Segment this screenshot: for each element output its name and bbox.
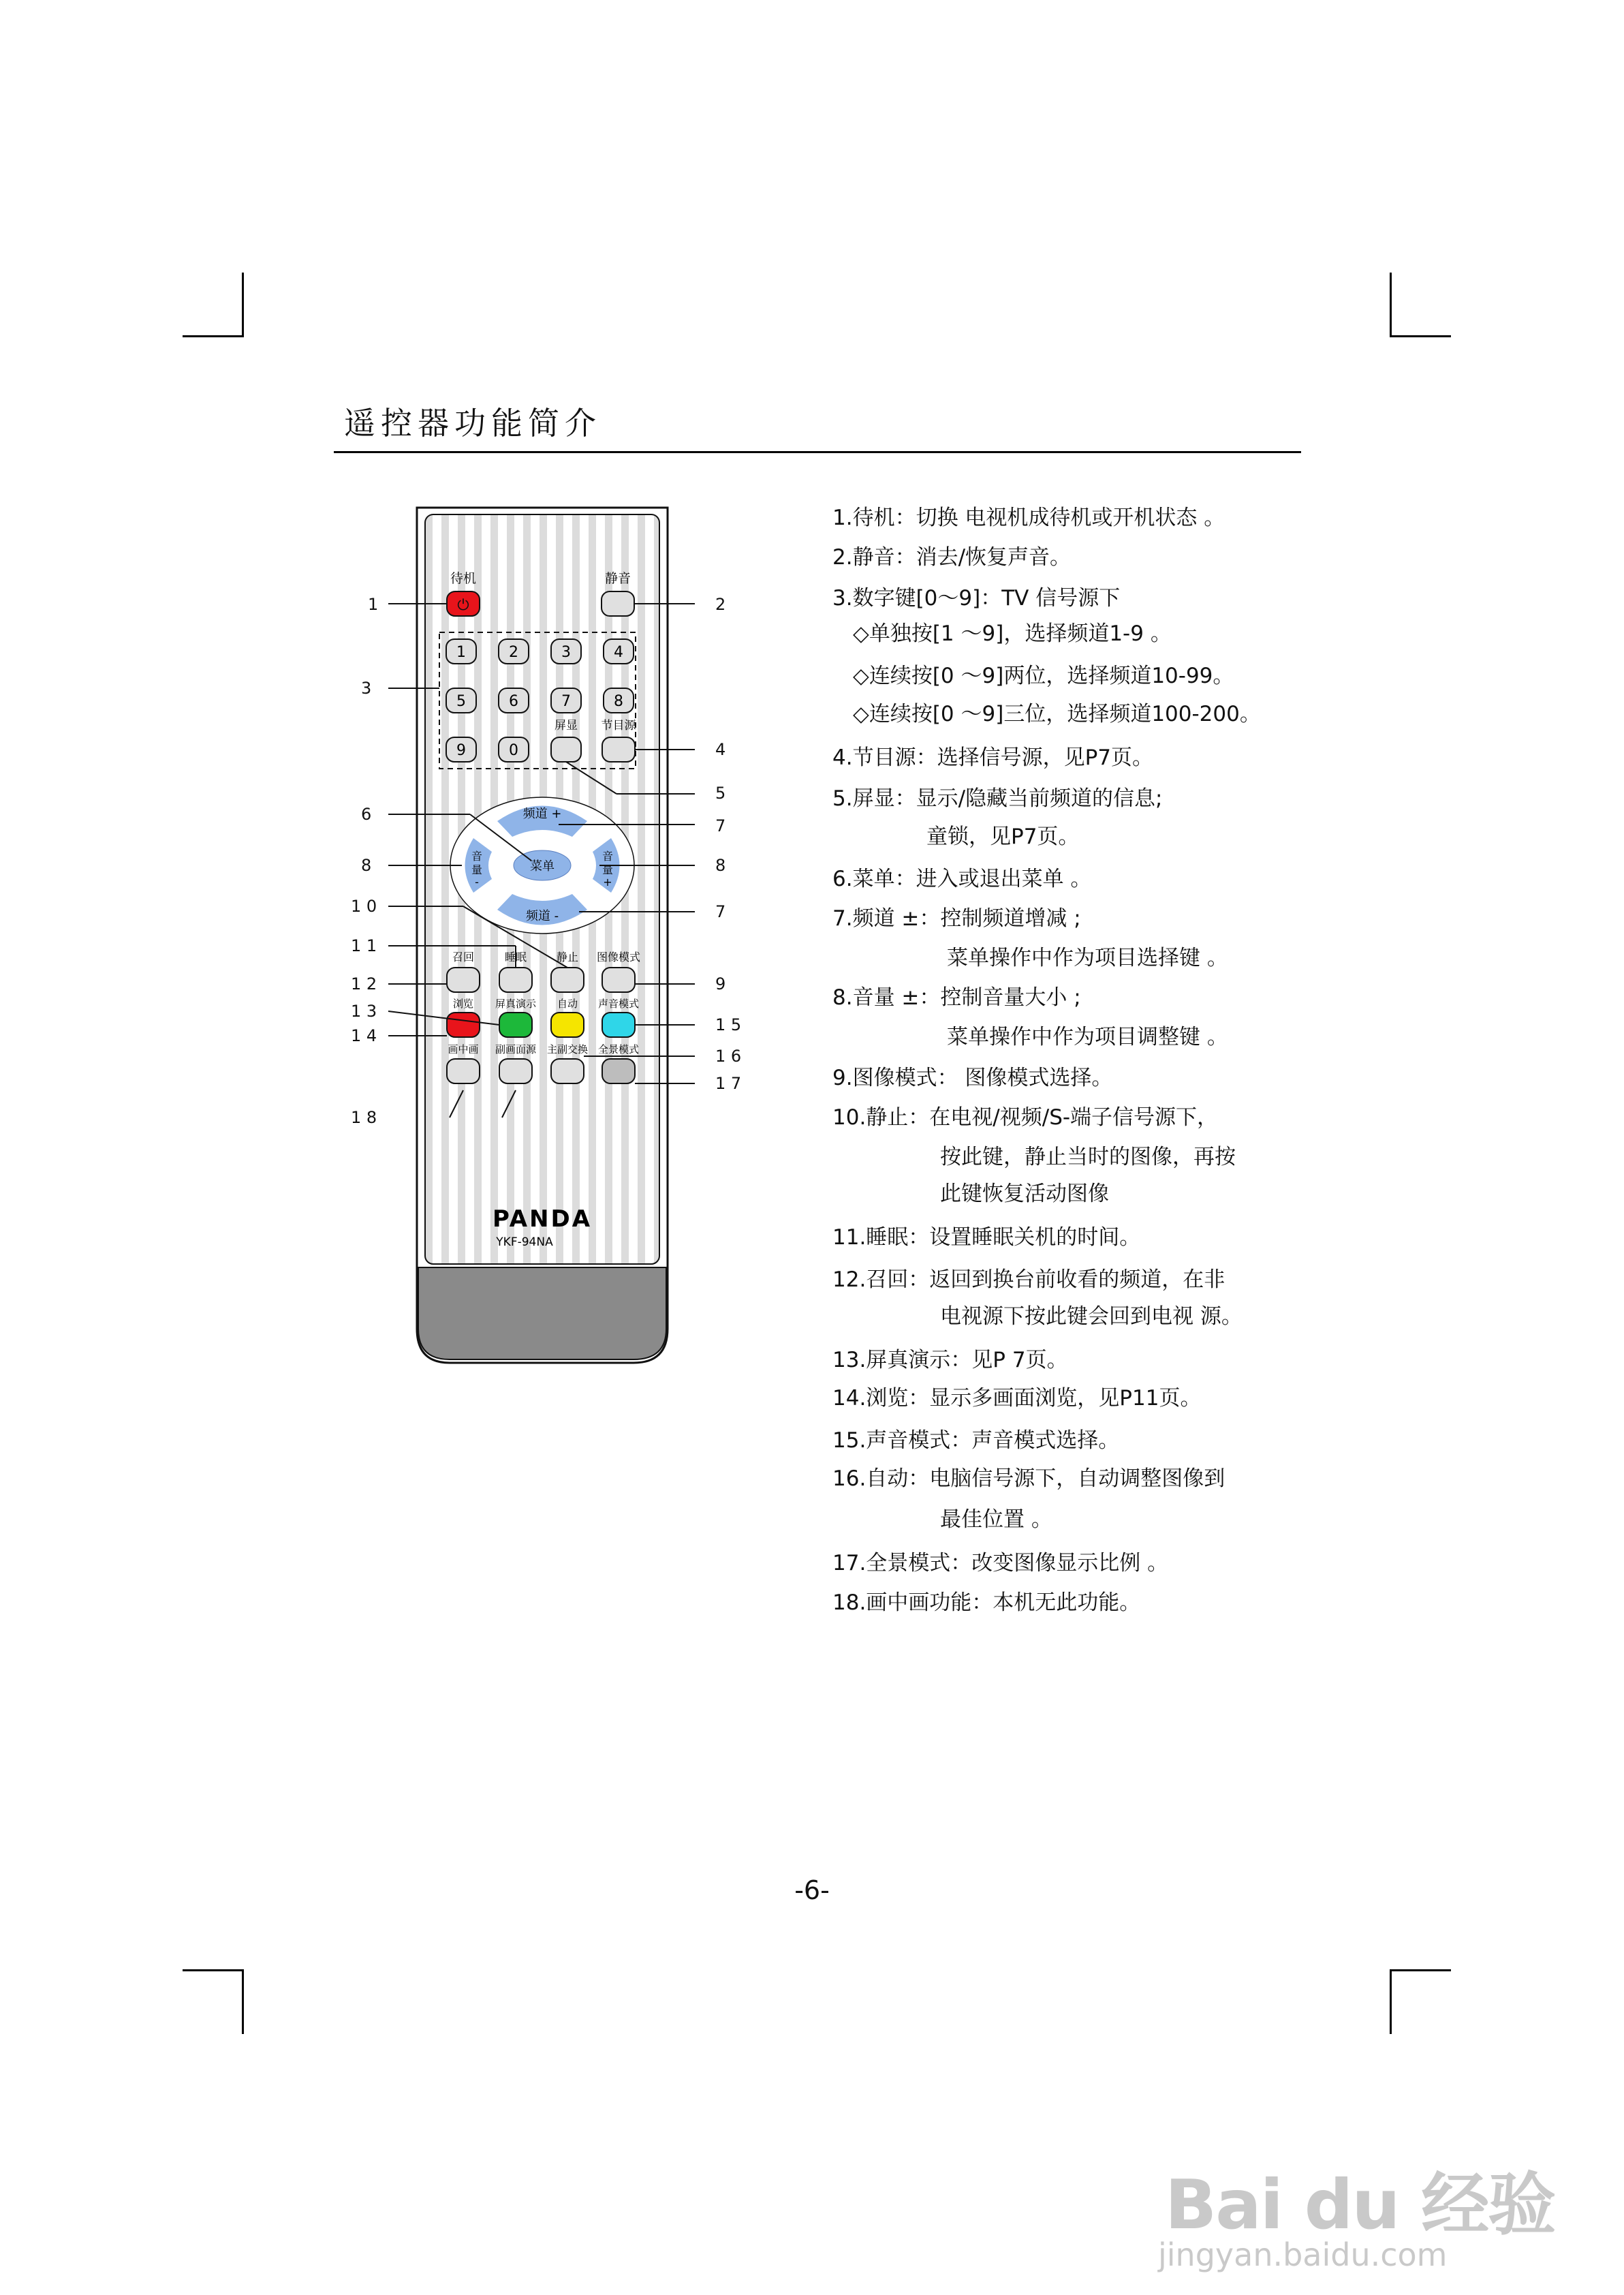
- legend-item-6: 6.菜单：进入或退出菜单 。: [832, 867, 1092, 891]
- legend-item-12: 12.召回：返回到换台前收看的频道，在非: [832, 1267, 1225, 1292]
- remote-control-diagram: [0, 0, 817, 1397]
- legend-item-8: 8.音量 ±：控制音量大小 ;: [832, 985, 1081, 1010]
- svg-text:5: 5: [456, 693, 466, 710]
- display-button[interactable]: [551, 737, 581, 762]
- sleep-button[interactable]: [499, 968, 532, 992]
- watermark-url: jingyan.baidu.com: [1158, 2236, 1448, 2273]
- legend-item-16: 16.自动：电脑信号源下，自动调整图像到: [832, 1466, 1225, 1491]
- callout-5: 5: [715, 784, 726, 803]
- sound-mode-button[interactable]: [602, 1013, 635, 1037]
- legend-item-2: 2.静音：消去/恢复声音。: [832, 545, 1072, 570]
- crop-mark: [1390, 335, 1451, 337]
- legend-item-17: 17.全景模式：改变图像显示比例 。: [832, 1551, 1169, 1575]
- remote-bottom: [418, 1267, 666, 1359]
- channel-down-label: 频道 -: [525, 909, 559, 923]
- recall-button[interactable]: [447, 968, 480, 992]
- auto-button[interactable]: [551, 1013, 584, 1037]
- callout-16: 1 6: [715, 1047, 742, 1066]
- svg-text:4: 4: [614, 644, 623, 661]
- legend-item-3-line: ◇连续按[0 ～9]三位，选择频道100-200。: [853, 702, 1261, 726]
- source-button[interactable]: [602, 737, 635, 762]
- picture-mode-button[interactable]: [602, 968, 635, 992]
- power-icon: ⏻: [457, 597, 469, 614]
- legend-item-12-line: 电视源下按此键会回到电视 源。: [940, 1304, 1243, 1329]
- crop-mark: [1390, 1969, 1451, 1971]
- legend-item-18: 18.画中画功能：本机无此功能。: [832, 1590, 1141, 1615]
- channel-up-label: 频道 +: [522, 807, 562, 821]
- callout-2: 2: [715, 595, 726, 614]
- mute-button[interactable]: [602, 591, 634, 616]
- mute-label: 静音: [604, 571, 631, 586]
- page-title: 遥控器功能简介: [344, 405, 602, 442]
- crop-mark: [1390, 273, 1392, 337]
- wide-mode-button[interactable]: [602, 1059, 635, 1083]
- svg-text:9: 9: [456, 742, 466, 759]
- callout-4: 4: [715, 740, 726, 759]
- svg-text:声音模式: 声音模式: [597, 998, 640, 1010]
- svg-text:自动: 自动: [557, 998, 578, 1010]
- power-label: 待机: [450, 571, 477, 586]
- svg-text:图像模式: 图像模式: [596, 951, 641, 964]
- legend-item-7: 7.频道 ±：控制频道增减 ;: [832, 906, 1081, 931]
- callout-10: 1 0: [351, 897, 377, 916]
- source-label: 节目源: [601, 719, 636, 733]
- callout-13: 1 3: [351, 1002, 377, 1021]
- legend-item-14: 14.浏览：显示多画面浏览，见P11页。: [832, 1386, 1202, 1411]
- callout-1: 1: [368, 595, 379, 614]
- legend-item-16-line: 最佳位置 。: [940, 1507, 1052, 1532]
- legend-item-10-line: 按此键，静止当时的图像，再按: [940, 1145, 1236, 1169]
- browse-button[interactable]: [447, 1013, 480, 1037]
- callout-8: 8: [361, 856, 372, 875]
- baidu-jingyan-watermark: Bai du 经验: [1165, 2165, 1555, 2245]
- pip-button[interactable]: [447, 1059, 480, 1083]
- svg-text:静止: 静止: [556, 951, 579, 964]
- page-number: -6-: [794, 1875, 830, 1905]
- callout-12: 1 2: [351, 974, 377, 994]
- legend-item-1: 1.待机：切换 电视机成待机或开机状态 。: [832, 506, 1225, 530]
- demo-button[interactable]: [499, 1013, 532, 1037]
- svg-text:+: +: [603, 876, 612, 889]
- callout-14: 1 4: [351, 1026, 377, 1045]
- svg-text:屏真演示: 屏真演示: [495, 998, 537, 1010]
- legend-item-9: 9.图像模式： 图像模式选择。: [832, 1066, 1113, 1090]
- legend-item-5-line: 童锁，见P7页。: [926, 825, 1080, 849]
- crop-mark: [242, 1969, 244, 2034]
- callout-15: 1 5: [715, 1015, 742, 1034]
- volume-right-label: 音: [602, 850, 614, 863]
- svg-text:睡眠: 睡眠: [504, 951, 527, 964]
- svg-text:2: 2: [509, 644, 518, 661]
- svg-text:1: 1: [456, 644, 466, 661]
- svg-text:-: -: [475, 876, 479, 889]
- svg-text:召回: 召回: [452, 951, 475, 964]
- callout-6: 6: [361, 805, 372, 824]
- model-number: YKF-94NA: [496, 1235, 553, 1249]
- legend-item-13: 13.屏真演示：见P 7页。: [832, 1348, 1068, 1372]
- legend-item-5: 5.屏显：显示/隐藏当前频道的信息;: [832, 786, 1163, 811]
- svg-text:0: 0: [509, 742, 518, 759]
- crop-mark: [183, 1969, 244, 1971]
- callout-18: 1 8: [351, 1108, 377, 1127]
- callout-3: 3: [361, 679, 372, 698]
- brand-logo: PANDA: [492, 1205, 593, 1233]
- svg-text:6: 6: [509, 693, 518, 710]
- svg-text:8: 8: [614, 693, 623, 710]
- legend-item-3-line: ◇单独按[1 ～9]，选择频道1-9 。: [853, 621, 1172, 646]
- menu-label: 菜单: [530, 859, 555, 874]
- callout-11: 1 1: [351, 936, 377, 955]
- legend-item-15: 15.声音模式：声音模式选择。: [832, 1428, 1120, 1453]
- svg-text:量: 量: [471, 863, 483, 876]
- callout-17: 1 7: [715, 1074, 742, 1093]
- display-label: 屏显: [555, 719, 578, 733]
- volume-left-label: 音: [471, 850, 483, 863]
- svg-text:画中画: 画中画: [448, 1043, 479, 1056]
- svg-text:浏览: 浏览: [452, 998, 474, 1010]
- legend-item-3-line: ◇连续按[0 ～9]两位，选择频道10-99。: [853, 664, 1234, 688]
- callout-7b: 7: [715, 902, 726, 921]
- sub-source-button[interactable]: [499, 1059, 532, 1083]
- svg-text:副画面源: 副画面源: [495, 1043, 537, 1056]
- legend-item-11: 11.睡眠：设置睡眠关机的时间。: [832, 1225, 1141, 1250]
- crop-mark: [1390, 1969, 1392, 2034]
- svg-text:全景模式: 全景模式: [597, 1043, 640, 1056]
- svg-text:主副交换: 主副交换: [546, 1043, 589, 1056]
- legend-item-4: 4.节目源：选择信号源，见P7页。: [832, 745, 1153, 770]
- legend-item-7-line: 菜单操作中作为项目选择键 。: [947, 946, 1228, 970]
- svg-text:7: 7: [561, 693, 571, 710]
- legend-item-10-line: 此键恢复活动图像: [940, 1182, 1109, 1206]
- swap-button[interactable]: [551, 1059, 584, 1083]
- legend-item-10: 10.静止：在电视/视频/S-端子信号源下，: [832, 1105, 1219, 1130]
- callout-7: 7: [715, 816, 726, 835]
- svg-text:量: 量: [602, 863, 614, 876]
- freeze-button[interactable]: [551, 968, 584, 992]
- callout-8b: 8: [715, 856, 726, 875]
- legend-item-8-line: 菜单操作中作为项目调整键 。: [947, 1025, 1228, 1049]
- callout-9: 9: [715, 974, 726, 994]
- legend-item-3: 3.数字键[0～9]：TV 信号源下: [832, 586, 1121, 611]
- svg-text:3: 3: [561, 644, 571, 661]
